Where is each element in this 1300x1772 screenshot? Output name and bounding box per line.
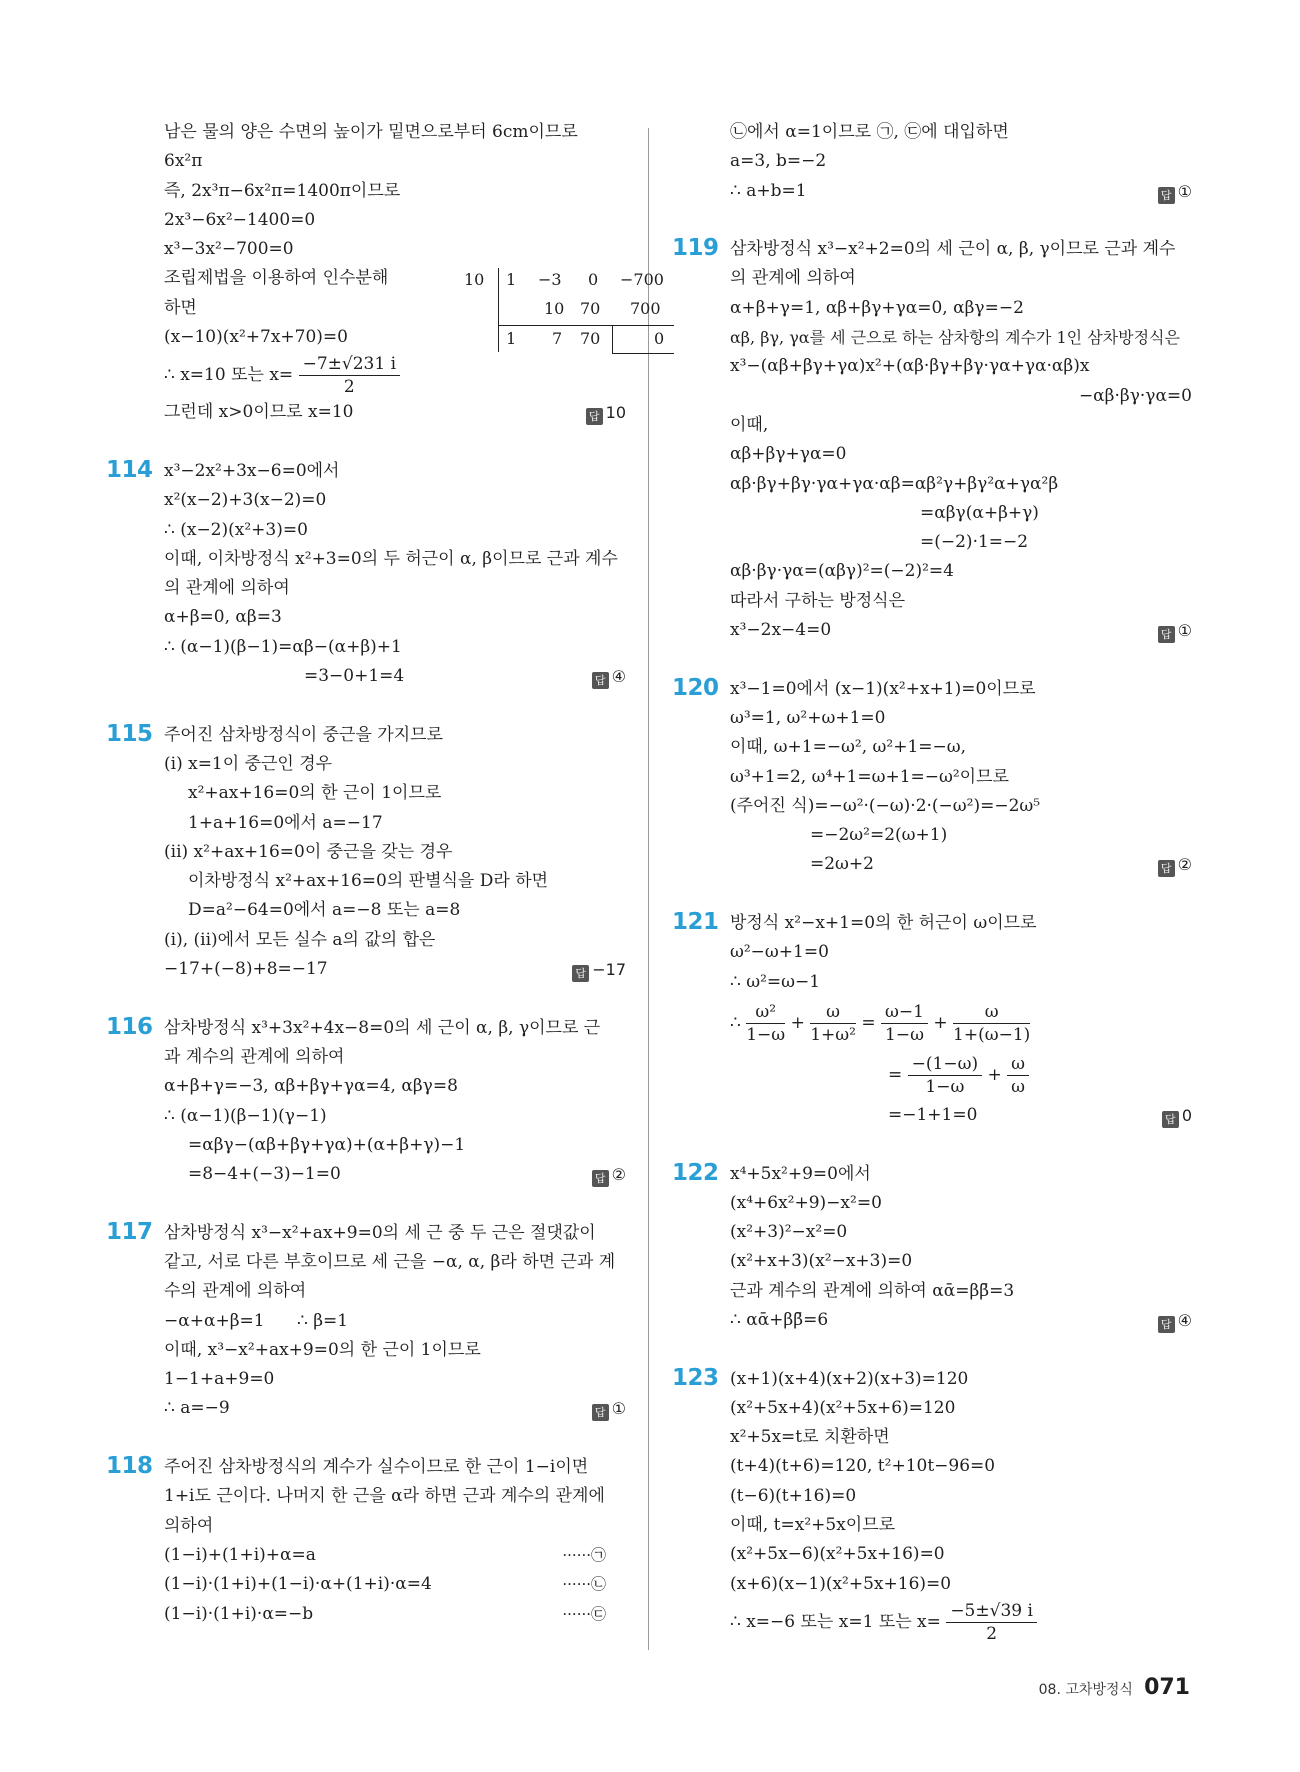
answer xyxy=(1158,177,1192,206)
fraction-line xyxy=(730,1049,1192,1101)
problem-123 xyxy=(672,1365,1192,1645)
text-line: 주어진 삼차방정식이 중근을 가지므로 xyxy=(164,724,443,745)
text-line: 이때, x³−x²+ax+9=0의 한 근이 1이므로 xyxy=(164,1339,481,1360)
equation-tag: ······㉡ xyxy=(562,1575,606,1594)
text-line: αβ, βγ, γα를 세 근으로 하는 삼차항의 계수가 1인 삼차방정식은 xyxy=(730,328,1180,348)
text-line: αβ·βγ·γα=(αβγ)²=(−2)²=4 xyxy=(730,561,954,582)
text-line: ω³=1, ω²+ω+1=0 xyxy=(730,707,886,728)
text-line: 1+i도 근이다. 나머지 한 근을 α라 하면 근과 계수의 관계에 xyxy=(164,1486,605,1507)
text-line: ∴ (α−1)(β−1)=αβ−(α+β)+1 xyxy=(164,636,402,657)
text-line: x³−(αβ+βγ+γα)x²+(αβ·βγ+βγ·γα+γα·αβ)x xyxy=(730,356,1090,377)
text-line: (ii) x²+ax+16=0이 중근을 갖는 경우 xyxy=(164,841,453,862)
text-line xyxy=(164,1570,626,1599)
text-line xyxy=(164,955,626,984)
text-line: 이때, xyxy=(730,414,769,435)
answer xyxy=(592,1160,626,1189)
divisor: 10 xyxy=(464,270,485,290)
text-line: 의 관계에 의하여 xyxy=(164,578,290,599)
fraction xyxy=(881,1001,928,1046)
therefore-symbol: ∴ xyxy=(730,1012,747,1033)
text-line: 주어진 삼차방정식의 계수가 실수이므로 한 근이 1−i이면 xyxy=(164,1457,589,1478)
plus-symbol: + xyxy=(790,1012,805,1033)
text-line: 같고, 서로 다른 부호이므로 세 근을 −α, α, β라 하면 근과 계 xyxy=(164,1251,616,1272)
text-line xyxy=(730,177,1192,206)
fraction xyxy=(908,1053,982,1098)
answer-value: ④ xyxy=(1177,1310,1192,1330)
synthetic-division-block xyxy=(164,264,665,352)
text-line: (i) x=1이 중근인 경우 xyxy=(164,753,333,774)
text-line: ω³+1=2, ω⁴+1=ω+1=−ω²이므로 xyxy=(730,766,1009,787)
answer xyxy=(586,398,626,427)
numerator: −7±√231 i xyxy=(299,353,400,376)
text-line xyxy=(730,1306,1192,1335)
problem-number: 120 xyxy=(672,674,719,701)
text: (1−i)+(1+i)+α=a xyxy=(164,1544,316,1565)
text-line: 이때, 이차방정식 x²+3=0의 두 허근이 α, β이므로 근과 계수 xyxy=(164,548,618,569)
text: =8−4+(−3)−1=0 xyxy=(188,1164,341,1185)
text: ∴ αᾱ+ββ̄=6 xyxy=(730,1309,829,1330)
right-column xyxy=(672,118,1192,1645)
answer-mark-icon: 답 xyxy=(592,1170,609,1187)
text-line: 과 계수의 관계에 의하여 xyxy=(164,1046,345,1067)
problem-117 xyxy=(106,1219,626,1424)
answer-value: 0 xyxy=(1181,1105,1192,1125)
chapter-title: 08. 고차방정식 xyxy=(1038,1682,1133,1698)
fraction xyxy=(299,353,400,398)
text-line: (x²+x+3)(x²−x+3)=0 xyxy=(730,1251,913,1272)
denominator: 1−ω xyxy=(925,1076,965,1097)
equals-symbol: = xyxy=(861,1012,876,1033)
text-line xyxy=(164,1600,626,1629)
text-line xyxy=(164,1160,626,1189)
text-line: 근과 계수의 관계에 의하여 αᾱ=ββ̄=3 xyxy=(730,1280,1015,1301)
text-line: ∴ (α−1)(β−1)(γ−1) xyxy=(164,1105,327,1126)
problem-number: 118 xyxy=(106,1453,153,1480)
answer-value: ① xyxy=(611,1399,626,1419)
numerator: −5±√39 i xyxy=(946,1600,1037,1623)
synth-hline xyxy=(498,325,674,326)
text-line: (x−10)(x²+7x+70)=0 xyxy=(164,327,348,348)
text-line: ㉡에서 α=1이므로 ㉠, ㉢에 대입하면 xyxy=(730,122,1009,142)
text-line: 1−1+a+9=0 xyxy=(164,1369,275,1390)
equals-symbol: = xyxy=(888,1064,903,1085)
numerator: ω² xyxy=(746,1001,785,1024)
column-divider xyxy=(648,128,649,1650)
denominator: 1+ω² xyxy=(810,1024,856,1045)
synth-cell: 70 xyxy=(580,299,601,319)
answer-mark-icon: 답 xyxy=(1158,860,1175,877)
problem-116 xyxy=(106,1014,626,1190)
answer xyxy=(572,955,626,984)
answer xyxy=(1158,850,1192,879)
answer xyxy=(592,1394,626,1423)
text-line: (x+1)(x+4)(x+2)(x+3)=120 xyxy=(730,1368,969,1389)
synth-cell: −700 xyxy=(620,270,664,290)
fraction-line xyxy=(730,997,1192,1049)
text: −17+(−8)+8=−17 xyxy=(164,959,328,980)
fraction xyxy=(1007,1053,1029,1098)
text-line: (x²+3)²−x²=0 xyxy=(730,1222,848,1243)
problem-120 xyxy=(672,675,1192,880)
text-line: 삼차방정식 x³−x²+2=0의 세 근이 α, β, γ이므로 근과 계수 xyxy=(730,239,1176,260)
text-line: x²+5x=t로 치환하면 xyxy=(730,1427,890,1448)
text-line: x³−1=0에서 (x−1)(x²+x+1)=0이므로 xyxy=(730,678,1036,699)
problem-118-continued xyxy=(672,118,1192,206)
answer-mark-icon: 답 xyxy=(1158,626,1175,643)
text: ∴ a+b=1 xyxy=(730,180,807,201)
denominator: 1−ω xyxy=(885,1024,924,1045)
text-line: =αβγ−(αβ+βγ+γα)+(α+β+γ)−1 xyxy=(188,1134,466,1155)
text-line: −αβ·βγ·γα=0 xyxy=(1078,385,1192,406)
numerator: ω−1 xyxy=(881,1001,928,1024)
answer-mark-icon: 답 xyxy=(1158,187,1175,204)
text-line: x²(x−2)+3(x−2)=0 xyxy=(164,490,327,511)
answer-mark-icon: 답 xyxy=(1158,1316,1175,1333)
synth-cell: 1 xyxy=(506,270,517,290)
denominator: 1+(ω−1) xyxy=(953,1024,1031,1045)
text-line xyxy=(730,850,1192,879)
problem-118 xyxy=(106,1453,626,1629)
problem-121 xyxy=(672,909,1192,1130)
text-line: (x⁴+6x²+9)−x²=0 xyxy=(730,1192,882,1213)
problem-number: 115 xyxy=(106,720,153,747)
problem-number: 116 xyxy=(106,1013,153,1040)
text-line xyxy=(164,1541,626,1570)
text-line: 즉, 2x³π−6x²π=1400π이므로 xyxy=(164,180,401,201)
page-footer xyxy=(1039,1675,1190,1700)
text: ∴ x=−6 또는 x=1 또는 x= xyxy=(730,1611,941,1632)
problem-number: 119 xyxy=(672,235,719,262)
fraction xyxy=(953,1001,1030,1046)
text-line: =(−2)·1=−2 xyxy=(920,532,1029,553)
text-line: α+β+γ=1, αβ+βγ+γα=0, αβγ=−2 xyxy=(730,297,1024,318)
text-line: 조립제법을 이용하여 인수분해 xyxy=(164,268,389,289)
denominator: ω xyxy=(1011,1076,1026,1097)
synth-cell: 0 xyxy=(654,329,665,349)
text: (1−i)·(1+i)+(1−i)·α+(1+i)·α=4 xyxy=(164,1574,432,1595)
left-column xyxy=(106,118,665,1629)
text-line: 삼차방정식 x³−x²+ax+9=0의 세 근 중 두 근은 절댓값이 xyxy=(164,1222,596,1243)
text-line: x⁴+5x²+9=0에서 xyxy=(730,1163,871,1184)
denominator: 2 xyxy=(986,1623,998,1644)
synth-cell: 7 xyxy=(552,329,563,349)
solution-line xyxy=(164,352,626,398)
text: ∴ a=−9 xyxy=(164,1398,230,1419)
equation-tag: ······㉢ xyxy=(562,1604,606,1623)
text-line: 1+a+16=0에서 a=−17 xyxy=(188,812,383,833)
synth-vline xyxy=(498,268,499,352)
text: =3−0+1=4 xyxy=(304,666,405,687)
answer-value: ② xyxy=(611,1165,626,1185)
numerator: −(1−ω) xyxy=(908,1053,982,1076)
answer-value: 10 xyxy=(605,403,626,423)
text: 그런데 x>0이므로 x=10 xyxy=(164,402,354,423)
text-line: D=a²−64=0에서 a=−8 또는 a=8 xyxy=(188,900,461,921)
text-line: =−2ω²=2(ω+1) xyxy=(810,825,948,846)
page-number: 071 xyxy=(1144,1675,1190,1700)
problem-115 xyxy=(106,721,626,985)
answer-mark-icon: 답 xyxy=(1162,1111,1179,1128)
text: (1−i)·(1+i)·α=−b xyxy=(164,1603,314,1624)
text-line xyxy=(164,1394,626,1423)
text-line: α+β+γ=−3, αβ+βγ+γα=4, αβγ=8 xyxy=(164,1076,458,1097)
text-line: αβ·βγ+βγ·γα+γα·αβ=αβ²γ+βγ²α+γα²β xyxy=(730,473,1059,494)
answer-value: ① xyxy=(1177,621,1192,641)
synth-cell: 1 xyxy=(506,329,517,349)
synth-cell: 0 xyxy=(588,270,599,290)
denominator: 2 xyxy=(343,377,355,398)
text-line xyxy=(730,1101,1192,1130)
synth-cell: −3 xyxy=(538,270,562,290)
problem-number: 122 xyxy=(672,1159,719,1186)
synth-remainder-vline xyxy=(612,325,613,353)
text-line: 이때, t=x²+5x이므로 xyxy=(730,1515,896,1536)
plus-symbol: + xyxy=(933,1012,948,1033)
text-line xyxy=(730,616,1192,645)
text-line: (t+4)(t+6)=120, t²+10t−96=0 xyxy=(730,1456,996,1477)
text-line: =αβγ(α+β+γ) xyxy=(920,502,1039,523)
denominator: 1−ω xyxy=(746,1024,786,1045)
answer-mark-icon: 답 xyxy=(592,672,609,689)
answer-mark-icon: 답 xyxy=(592,1404,609,1421)
text-line: 이차방정식 x²+ax+16=0의 판별식을 D라 하면 xyxy=(188,871,549,892)
text-line: −α+α+β=1 ∴ β=1 xyxy=(164,1310,349,1331)
text-line: 6x²π xyxy=(164,151,203,172)
text-line: 삼차방정식 x³+3x²+4x−8=0의 세 근이 α, β, γ이므로 근 xyxy=(164,1017,601,1038)
text-line: a=3, b=−2 xyxy=(730,151,827,172)
text-line: 방정식 x²−x+1=0의 한 허근이 ω이므로 xyxy=(730,913,1037,934)
text-line: ∴ ω²=ω−1 xyxy=(730,971,821,992)
problem-number: 114 xyxy=(106,456,153,483)
text-line: (x²+5x−6)(x²+5x+16)=0 xyxy=(730,1544,945,1565)
text-line: 남은 물의 양은 수면의 높이가 밑면으로부터 6cm이므로 xyxy=(164,122,578,142)
text-line: (주어진 식)=−ω²·(−ω)·2·(−ω²)=−2ω⁵ xyxy=(730,795,1041,816)
text-line: x³−2x²+3x−6=0에서 xyxy=(164,460,340,481)
synth-cell: 700 xyxy=(630,299,661,319)
problem-number: 121 xyxy=(672,909,719,936)
fraction xyxy=(810,1001,856,1046)
answer xyxy=(1158,1306,1192,1335)
problem-113-continued xyxy=(106,118,665,428)
text-line: ω²−ω+1=0 xyxy=(730,942,829,963)
answer-value: ① xyxy=(1177,181,1192,201)
text-line: (x+6)(x−1)(x²+5x+16)=0 xyxy=(730,1573,952,1594)
equation-tag: ······㉠ xyxy=(562,1545,606,1564)
answer-mark-icon: 답 xyxy=(586,408,603,425)
solution-line xyxy=(730,1599,1192,1645)
answer xyxy=(592,662,626,691)
answer-value: −17 xyxy=(592,960,626,980)
numerator: ω xyxy=(810,1001,856,1024)
text-line: x²+ax+16=0의 한 근이 1이므로 xyxy=(188,783,442,804)
text-line: (t−6)(t+16)=0 xyxy=(730,1485,857,1506)
problem-119 xyxy=(672,235,1192,645)
text-line: 의하여 xyxy=(164,1515,214,1536)
text-line: 2x³−6x²−1400=0 xyxy=(164,209,316,230)
synthetic-division-table xyxy=(464,264,674,354)
answer-mark-icon: 답 xyxy=(572,965,589,982)
text-line xyxy=(164,662,626,691)
text-line: 따라서 구하는 방정식은 xyxy=(730,590,906,611)
fraction xyxy=(946,1600,1037,1645)
text-line: ∴ (x−2)(x²+3)=0 xyxy=(164,519,308,540)
text-line: (i), (ii)에서 모든 실수 a의 값의 합은 xyxy=(164,929,436,950)
text-line: 이때, ω+1=−ω², ω²+1=−ω, xyxy=(730,737,967,758)
text-line: α+β=0, αβ=3 xyxy=(164,607,282,628)
problem-number: 123 xyxy=(672,1364,719,1391)
fraction xyxy=(746,1001,785,1046)
text-line: αβ+βγ+γα=0 xyxy=(730,444,847,465)
problem-number: 117 xyxy=(106,1218,153,1245)
text-line: x³−3x²−700=0 xyxy=(164,239,294,260)
numerator: ω xyxy=(1007,1053,1029,1076)
text-line: 의 관계에 의하여 xyxy=(730,268,856,289)
text: =−1+1=0 xyxy=(888,1104,978,1125)
synth-cell: 10 xyxy=(544,299,565,319)
synth-cell: 70 xyxy=(580,329,601,349)
text: ∴ x=10 또는 x= xyxy=(164,365,294,386)
text-line: (x²+5x+4)(x²+5x+6)=120 xyxy=(730,1397,956,1418)
plus-symbol: + xyxy=(987,1064,1002,1085)
text-line xyxy=(164,398,626,427)
text-line: 하면 xyxy=(164,297,197,318)
text-line: 수의 관계에 의하여 xyxy=(164,1281,307,1302)
text: x³−2x−4=0 xyxy=(730,620,832,641)
answer xyxy=(1162,1101,1192,1130)
text: =2ω+2 xyxy=(810,854,874,875)
answer xyxy=(1158,616,1192,645)
problem-114 xyxy=(106,457,626,691)
answer-value: ② xyxy=(1177,855,1192,875)
answer-value: ④ xyxy=(611,667,626,687)
numerator: ω xyxy=(953,1001,1030,1024)
problem-122 xyxy=(672,1160,1192,1336)
